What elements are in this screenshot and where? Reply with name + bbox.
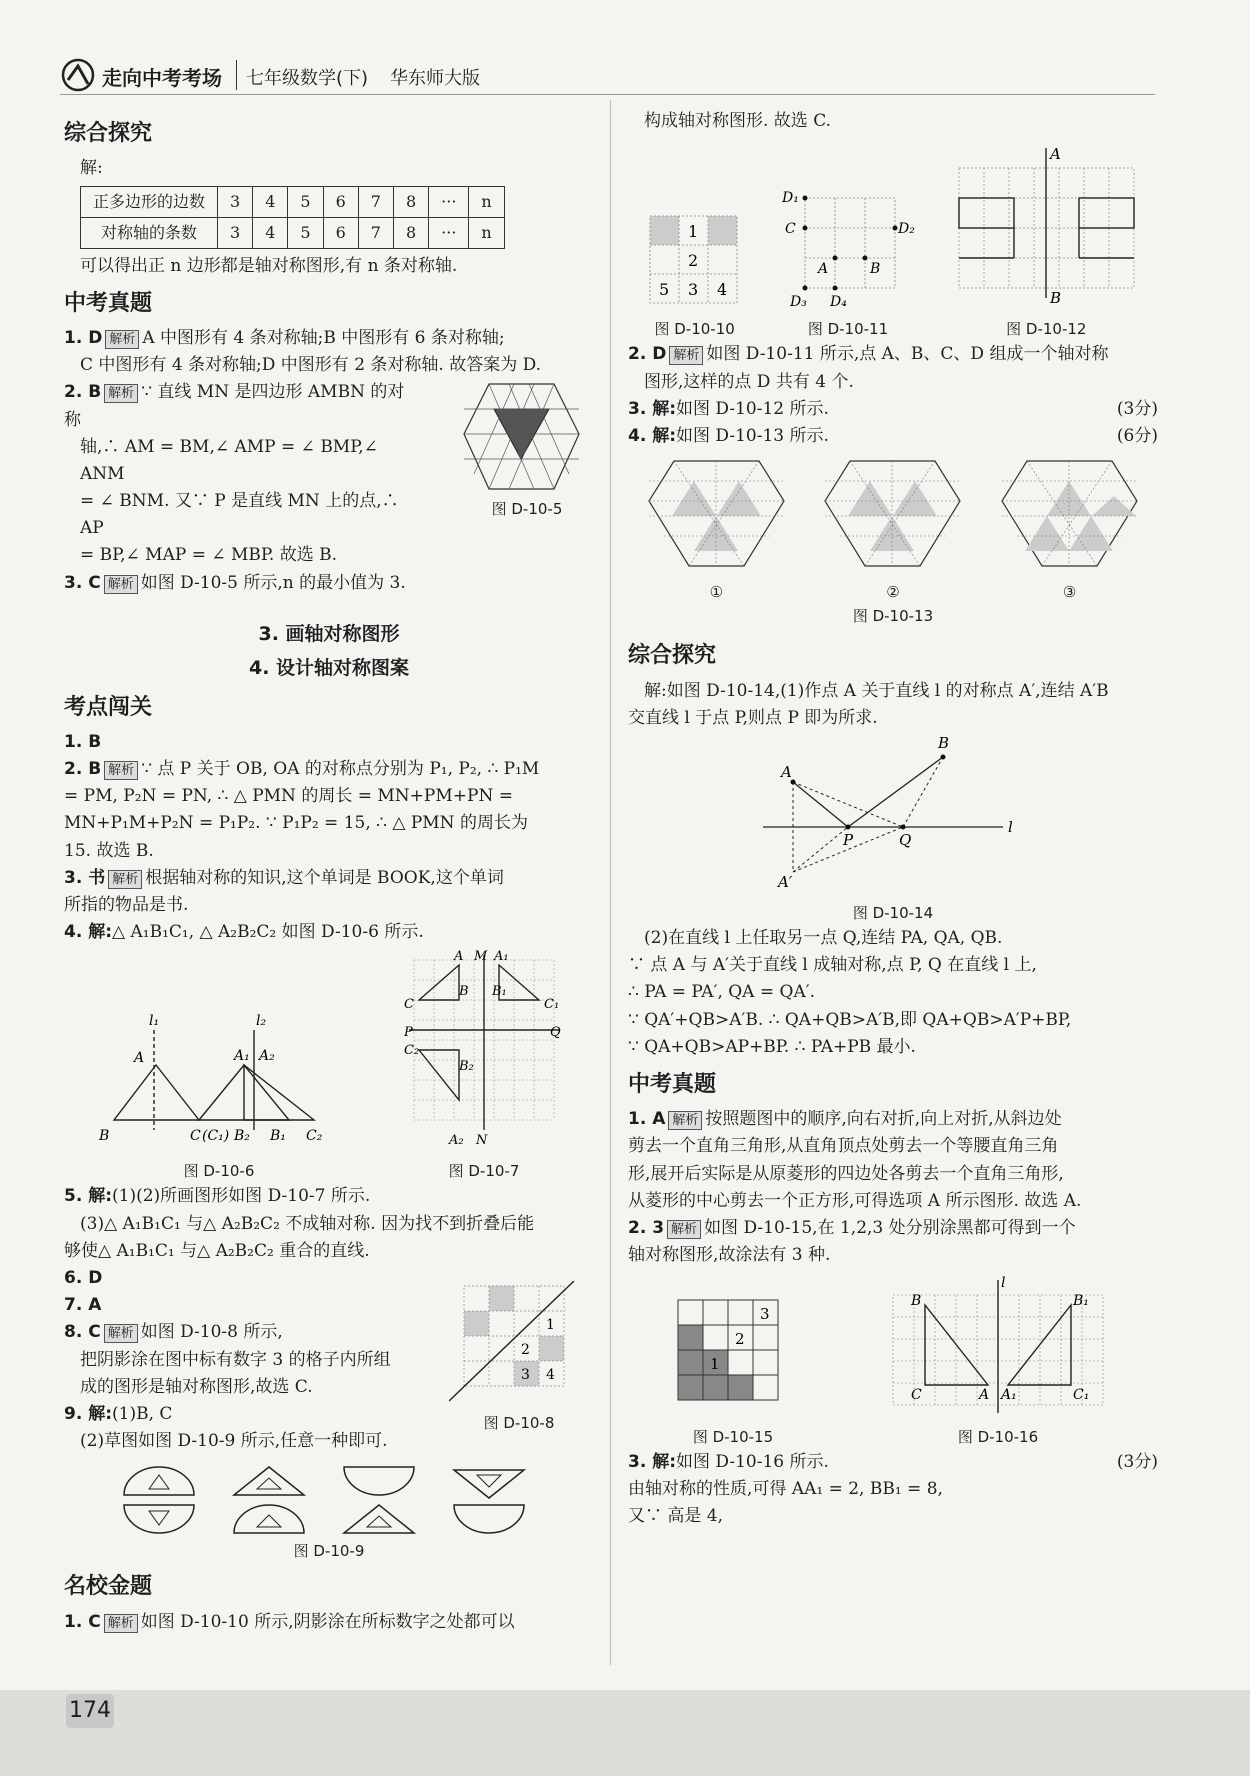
right-column <box>628 108 1158 1530</box>
answer-text: 构成轴对称图形. 故选 C. <box>644 111 832 131</box>
answer-text: 如图 D-10-15,在 1,2,3 处分别涂黑都可得到一个 <box>704 1217 1076 1238</box>
caption: 图 D-10-10 <box>654 320 735 339</box>
score: (3分) <box>1116 398 1158 419</box>
svg-text:A′: A′ <box>778 872 793 891</box>
figure-d-10-13-3 <box>997 456 1142 571</box>
q-number: 3. 解: <box>628 1451 677 1472</box>
figure-d-10-9-a <box>119 1465 199 1535</box>
section-title: 综合探究 <box>628 643 717 669</box>
svg-text:3: 3 <box>760 1305 770 1324</box>
caption: 图 D-10-13 <box>852 607 934 626</box>
answer-text: 轴对称图形,故涂法有 3 种. <box>628 1245 831 1266</box>
svg-text:A₁: A₁ <box>1001 1387 1017 1404</box>
answer-text: (2)在直线 l 上任取另一点 Q,连结 PA, QA, QB. <box>644 928 1003 949</box>
svg-text:4: 4 <box>717 280 728 300</box>
answer-text: = PM, P₂N = PN, ∴ △ PMN 的周长 = MN+PM+PN = <box>64 786 513 807</box>
answer-text: 如图 D-10-16 所示. <box>676 1451 829 1472</box>
table-cell: 3 <box>218 217 253 248</box>
q-number: 3. 书 <box>64 867 106 888</box>
analysis-tag: 解析 <box>667 1220 701 1239</box>
figure-d-10-12 <box>954 143 1139 308</box>
table-cell: 3 <box>218 187 253 218</box>
answer-text: 如图 D-10-11 所示,点 A、B、C、D 组成一个轴对称 <box>706 344 1109 365</box>
figure-mark: ③ <box>1062 583 1077 602</box>
table-cell: ··· <box>429 187 469 218</box>
analysis-tag: 解析 <box>104 1324 138 1343</box>
table-cell: 4 <box>253 187 288 218</box>
answer-text: C 中图形有 4 条对称轴;D 中图形有 2 条对称轴. 故答案为 D. <box>80 355 542 376</box>
svg-text:2: 2 <box>521 1342 530 1359</box>
section-title: 中考真题 <box>628 1072 717 1097</box>
figure-mark: ② <box>886 583 900 602</box>
svg-text:1: 1 <box>688 222 699 242</box>
caption: 图 D-10-7 <box>448 1162 520 1181</box>
answer-text: 所指的物品是书. <box>64 894 189 915</box>
svg-text:4: 4 <box>546 1367 555 1384</box>
chapter-title: 4. 设计轴对称图案 <box>248 657 410 680</box>
answer-text: 按照题图中的顺序,向右对折,向上对折,从斜边处 <box>705 1109 1062 1130</box>
figure-d-10-7 <box>404 950 564 1150</box>
svg-text:M: M <box>474 950 488 965</box>
answer-text: 图形,这样的点 D 共有 4 个. <box>644 371 854 392</box>
analysis-tag: 解析 <box>104 1614 138 1633</box>
svg-text:Q: Q <box>550 1025 561 1041</box>
svg-text:A₁: A₁ <box>494 950 509 965</box>
svg-text:B₁: B₁ <box>270 1128 286 1145</box>
q-number: 2. D <box>628 344 667 365</box>
figure-d-10-9-c <box>339 1465 419 1535</box>
q-number: 2. 3 <box>628 1217 665 1238</box>
svg-text:l₁: l₁ <box>149 1013 160 1030</box>
svg-text:B₁: B₁ <box>492 984 507 1000</box>
section-title: 综合探究 <box>64 121 153 146</box>
figure-d-10-10 <box>647 213 742 308</box>
analysis-tag: 解析 <box>105 330 139 349</box>
caption: 图 D-10-12 <box>1006 320 1087 339</box>
solution-label: 解: <box>80 158 103 179</box>
answer-text: △ A₁B₁C₁, △ A₂B₂C₂ 如图 D-10-6 所示. <box>112 922 424 943</box>
table-cell: 6 <box>323 187 358 218</box>
column-divider <box>610 100 611 1665</box>
q-number: 3. 解: <box>628 398 677 419</box>
caption: 图 D-10-8 <box>483 1414 555 1433</box>
svg-text:2: 2 <box>735 1330 745 1349</box>
svg-text:B: B <box>459 984 469 1000</box>
figure-d-10-16 <box>883 1275 1113 1415</box>
q-number: 9. 解: <box>64 1403 113 1424</box>
brand: 走向中考考场 <box>102 66 222 90</box>
header-rule <box>60 94 1155 95</box>
figure-d-10-11 <box>780 188 915 308</box>
svg-text:C₁: C₁ <box>1073 1387 1090 1404</box>
answer-text: 够使△ A₁B₁C₁ 与△ A₂B₂C₂ 重合的直线. <box>64 1240 370 1261</box>
figure-d-10-13-2 <box>820 456 965 571</box>
score: (6分) <box>1116 425 1158 446</box>
table-cell: 5 <box>288 217 323 248</box>
answer-text: MN+P₁M+P₂N = P₁P₂. ∵ P₁P₂ = 15, ∴ △ PMN 的周长为 <box>64 813 528 834</box>
analysis-tag: 解析 <box>108 870 142 889</box>
svg-text:B₁: B₁ <box>1073 1293 1089 1310</box>
q-number: 1. A <box>628 1109 666 1130</box>
conclusion: 可以得出正 n 边形都是轴对称图形,有 n 条对称轴. <box>80 255 458 276</box>
section-title: 考点闯关 <box>64 694 153 720</box>
svg-text:B: B <box>870 261 881 278</box>
analysis-tag: 解析 <box>669 346 703 365</box>
figure-d-10-9-b <box>229 1465 309 1535</box>
answer-text: 如图 D-10-8 所示, <box>140 1322 283 1343</box>
answer-text: 如图 D-10-10 所示,阴影涂在所标数字之处都可以 <box>140 1611 515 1632</box>
svg-text:A: A <box>1049 145 1061 164</box>
figure-d-10-8 <box>449 1281 579 1406</box>
q-number: 2. B <box>64 382 102 403</box>
svg-text:P: P <box>404 1025 413 1041</box>
analysis-tag: 解析 <box>668 1111 702 1130</box>
table-row <box>81 217 505 248</box>
svg-text:3: 3 <box>521 1367 530 1384</box>
svg-text:C₂: C₂ <box>404 1043 420 1059</box>
answer-text: 根据轴对称的知识,这个单词是 BOOK,这个单词 <box>145 867 504 888</box>
answer-text: 如图 D-10-5 所示,n 的最小值为 3. <box>140 572 406 593</box>
table-cell: 8 <box>393 187 428 218</box>
svg-text:A₂: A₂ <box>449 1133 464 1149</box>
svg-text:l: l <box>1008 817 1013 836</box>
caption: 图 D-10-16 <box>957 1427 1039 1446</box>
svg-text:2: 2 <box>688 251 699 271</box>
answer-text: ∵ QA′+QB>A′B. ∴ QA+QB>A′B,即 QA+QB>A′P+BP, <box>628 1009 1072 1030</box>
table-cell: 6 <box>323 217 358 248</box>
answer-text: 如图 D-10-12 所示. <box>676 398 829 419</box>
left-column <box>64 110 594 1636</box>
table-cell: 7 <box>358 217 393 248</box>
svg-text:A: A <box>979 1387 990 1404</box>
answer-text: ∵ 直线 MN 是四边形 AMBN 的对称 <box>64 382 405 430</box>
answer-text: = BP,∠ MAP = ∠ MBP. 故选 B. <box>80 545 338 566</box>
table-cell: 8 <box>393 217 428 248</box>
figure-d-10-14 <box>753 732 1033 892</box>
answer-text: 成的图形是轴对称图形,故选 C. <box>80 1376 313 1397</box>
figure-d-10-13-1 <box>644 456 789 571</box>
svg-text:1: 1 <box>546 1317 555 1334</box>
header <box>60 58 1160 98</box>
svg-text:C₁: C₁ <box>544 997 560 1013</box>
edition: 华东师大版 <box>390 68 480 89</box>
answer-text: 形,展开后实际是从原菱形的四边处各剪去一个直角三角形, <box>628 1163 1064 1184</box>
table-cell: 对称轴的条数 <box>81 217 218 248</box>
answer-text: = ∠ BNM. 又∵ P 是直线 MN 上的点,∴ AP <box>80 491 399 539</box>
svg-text:B: B <box>938 733 950 752</box>
q-number: 2. B <box>64 758 102 779</box>
q-number: 6. D <box>64 1268 103 1289</box>
figure-d-10-9-d <box>449 1465 529 1535</box>
svg-text:A: A <box>781 762 792 781</box>
polygon-table <box>80 186 505 248</box>
svg-text:B₂: B₂ <box>459 1059 474 1075</box>
answer-text: 15. 故选 B. <box>64 840 154 861</box>
svg-text:N: N <box>476 1133 488 1149</box>
caption: 图 D-10-15 <box>692 1427 774 1446</box>
answer-text: 如图 D-10-13 所示. <box>676 425 829 446</box>
section-title: 中考真题 <box>64 290 153 316</box>
answer-text: 剪去一个直角三角形,从直角顶点处剪去一个等腰直角三角 <box>628 1136 1059 1157</box>
svg-text:B: B <box>99 1128 110 1145</box>
svg-text:A: A <box>818 261 829 278</box>
figure-d-10-6 <box>94 990 344 1150</box>
svg-text:l: l <box>1001 1275 1006 1292</box>
q-number: 1. B <box>64 731 102 752</box>
page-number: 174 <box>66 1694 114 1728</box>
q-number: 4. 解: <box>64 922 113 943</box>
answer-text: 把阴影涂在图中标有数字 3 的格子内所组 <box>80 1349 391 1370</box>
answer-text: (2)草图如图 D-10-9 所示,任意一种即可. <box>80 1431 388 1452</box>
table-cell: 7 <box>358 187 393 218</box>
q-number: 5. 解: <box>64 1186 113 1207</box>
svg-text:D₂: D₂ <box>898 221 916 238</box>
caption: 图 D-10-9 <box>293 1542 365 1561</box>
figure-d-10-15 <box>673 1295 793 1415</box>
svg-text:B: B <box>1049 289 1061 308</box>
svg-text:A₁: A₁ <box>234 1048 250 1065</box>
table-row <box>81 187 505 218</box>
table-cell: 5 <box>288 187 323 218</box>
analysis-tag: 解析 <box>104 384 138 403</box>
table-cell: 4 <box>253 217 288 248</box>
svg-text:Q: Q <box>899 830 912 849</box>
q-number: 7. A <box>64 1295 102 1316</box>
answer-text: 轴,∴ AM = BM,∠ AMP = ∠ BMP,∠ ANM <box>80 436 378 484</box>
svg-text:A: A <box>454 950 464 965</box>
svg-text:D₄: D₄ <box>830 294 848 309</box>
q-number: 8. C <box>64 1322 101 1343</box>
answer-text: ∵ 点 A 与 A′关于直线 l 成轴对称,点 P, Q 在直线 l 上, <box>628 955 1037 976</box>
figure-d-10-5 <box>459 379 584 499</box>
answer-text: (1)(2)所画图形如图 D-10-7 所示. <box>112 1186 371 1207</box>
answer-text: (1)B, C <box>112 1403 173 1424</box>
figure-mark: ① <box>709 583 724 602</box>
header-separator <box>236 60 237 90</box>
svg-text:C: C <box>911 1387 922 1404</box>
q-number: 4. 解: <box>628 425 677 446</box>
table-cell: n <box>469 187 504 218</box>
caption: 图 D-10-11 <box>807 320 889 339</box>
answer-text: ∵ QA+QB>AP+BP. ∴ PA+PB 最小. <box>628 1036 916 1057</box>
logo-icon <box>60 58 96 92</box>
svg-text:B: B <box>911 1293 922 1310</box>
chapter-title: 3. 画轴对称图形 <box>258 622 400 645</box>
svg-text:5: 5 <box>659 280 670 300</box>
table-cell: 正多边形的边数 <box>81 187 218 218</box>
caption: 图 D-10-14 <box>852 904 934 923</box>
q-number: 3. C <box>64 572 101 593</box>
answer-text: 又∵ 高是 4, <box>628 1505 724 1526</box>
svg-text:3: 3 <box>688 280 699 300</box>
svg-text:B₂: B₂ <box>234 1128 250 1145</box>
svg-text:C: C <box>785 221 797 238</box>
answer-text: ∵ 点 P 关于 OB, OA 的对称点分别为 P₁, P₂, ∴ P₁M <box>141 758 540 779</box>
footer-band <box>0 1690 1250 1776</box>
svg-text:D₃: D₃ <box>790 294 808 309</box>
svg-text:P: P <box>843 830 854 849</box>
svg-text:l₂: l₂ <box>256 1013 267 1030</box>
answer-text: A 中图形有 4 条对称轴;B 中图形有 6 条对称轴; <box>142 327 505 348</box>
svg-text:C₂: C₂ <box>306 1128 323 1145</box>
book-title: 七年级数学(下) <box>246 68 369 89</box>
q-number: 1. D <box>64 327 103 348</box>
svg-text:C: C <box>190 1128 201 1145</box>
answer-text: 由轴对称的性质,可得 AA₁ = 2, BB₁ = 8, <box>628 1478 943 1499</box>
q-number: 1. C <box>64 1611 101 1632</box>
answer-text: 从菱形的中心剪去一个正方形,可得选项 A 所示图形. 故选 A. <box>628 1190 1082 1211</box>
answer-text: (3)△ A₁B₁C₁ 与△ A₂B₂C₂ 不成轴对称. 因为找不到折叠后能 <box>80 1213 535 1234</box>
score: (3分) <box>1116 1451 1158 1472</box>
svg-text:C: C <box>404 997 414 1013</box>
section-title: 名校金题 <box>64 1574 153 1600</box>
svg-text:1: 1 <box>710 1355 720 1374</box>
analysis-tag: 解析 <box>104 761 138 780</box>
analysis-tag: 解析 <box>104 575 138 594</box>
svg-text:D₁: D₁ <box>782 190 800 207</box>
svg-text:A: A <box>134 1050 145 1067</box>
answer-text: 交直线 l 于点 P,则点 P 即为所求. <box>628 707 878 728</box>
answer-text: ∴ PA = PA′, QA = QA′. <box>628 982 815 1003</box>
caption: 图 D-10-6 <box>183 1162 255 1181</box>
svg-text:(C₁): (C₁) <box>202 1128 230 1145</box>
caption: 图 D-10-5 <box>491 500 563 519</box>
svg-text:A₂: A₂ <box>259 1048 275 1065</box>
table-cell: ··· <box>429 217 469 248</box>
table-cell: n <box>469 217 504 248</box>
answer-text: 解:如图 D-10-14,(1)作点 A 关于直线 l 的对称点 A′,连结 A′B <box>644 680 1109 701</box>
